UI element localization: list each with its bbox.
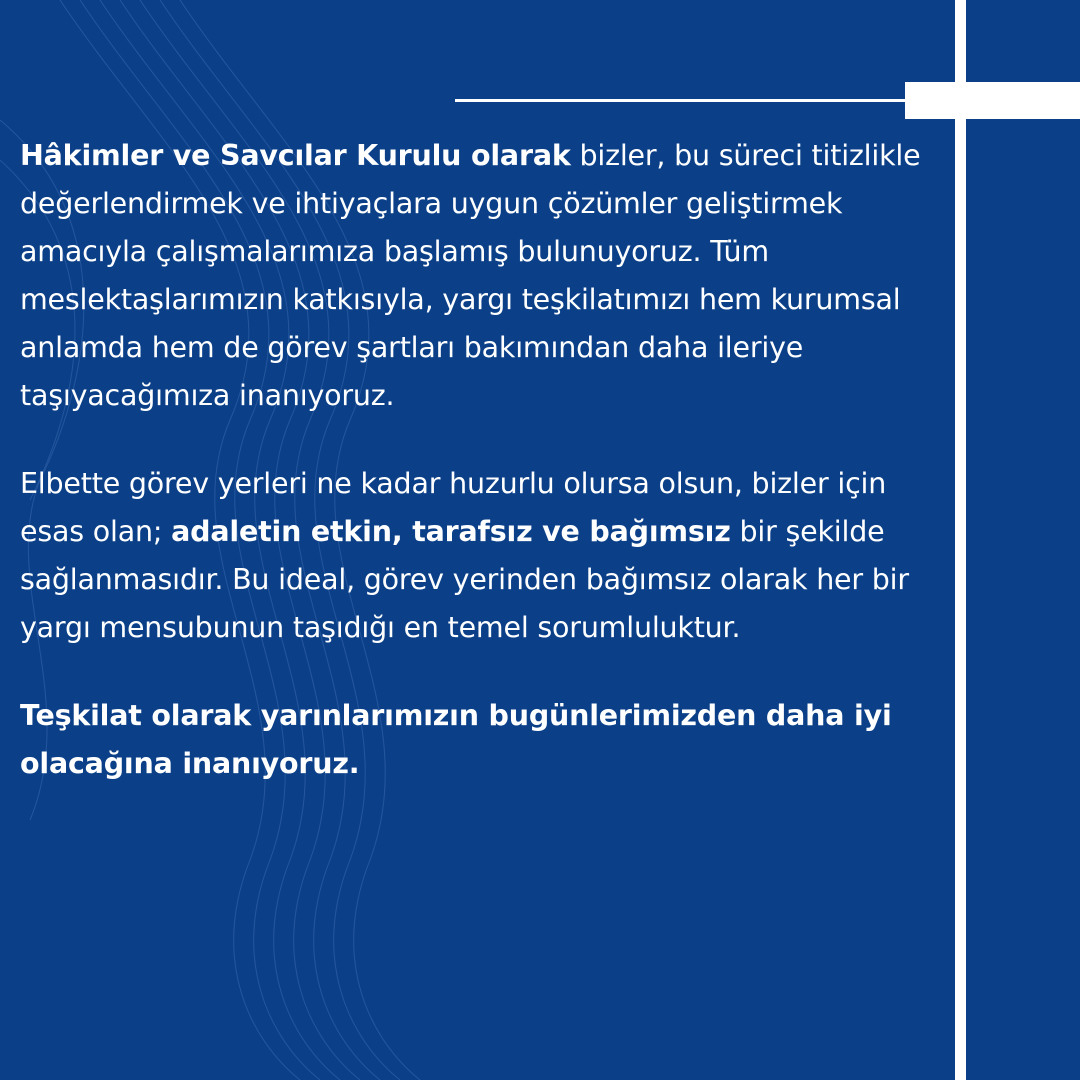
paragraph-2-lead: Elbette görev yerleri ne kadar huzurlu olursa olsun, bizler için esas olan; <box>20 467 887 548</box>
horizontal-accent-block <box>905 82 1080 119</box>
vertical-accent-line <box>955 0 966 1080</box>
paragraph-3 <box>20 692 945 788</box>
body-text <box>20 132 945 828</box>
paragraph-1-text: bizler, bu süreci titizlikle değerlendirmek ve ihtiyaçlara uygun çözümler geliştirmek amacıyla çalışmalarımıza başlamış bulunuyoruz. Tüm meslektaşlarımızın katkısıyla, yargı teşkilatımızı hem kurumsal anlamda hem de görev şartları bakımından daha ileriye taşıyacağımıza inanıyoruz. <box>20 139 921 412</box>
paragraph-2-bold: adaletin etkin, tarafsız ve bağımsız <box>171 515 731 548</box>
paragraph-2-text: bir şekilde sağlanmasıdır. Bu ideal, görev yerinden bağımsız olarak her bir yargı mensubunun taşıdığı en temel sorumluluktur. <box>20 515 909 644</box>
horizontal-accent-line <box>455 99 910 102</box>
paragraph-1 <box>20 132 945 420</box>
paragraph-3-bold: Teşkilat olarak yarınlarımızın bugünlerimizden daha iyi olacağına inanıyoruz. <box>20 699 892 780</box>
paragraph-2 <box>20 460 945 652</box>
paragraph-1-bold: Hâkimler ve Savcılar Kurulu olarak <box>20 139 571 172</box>
